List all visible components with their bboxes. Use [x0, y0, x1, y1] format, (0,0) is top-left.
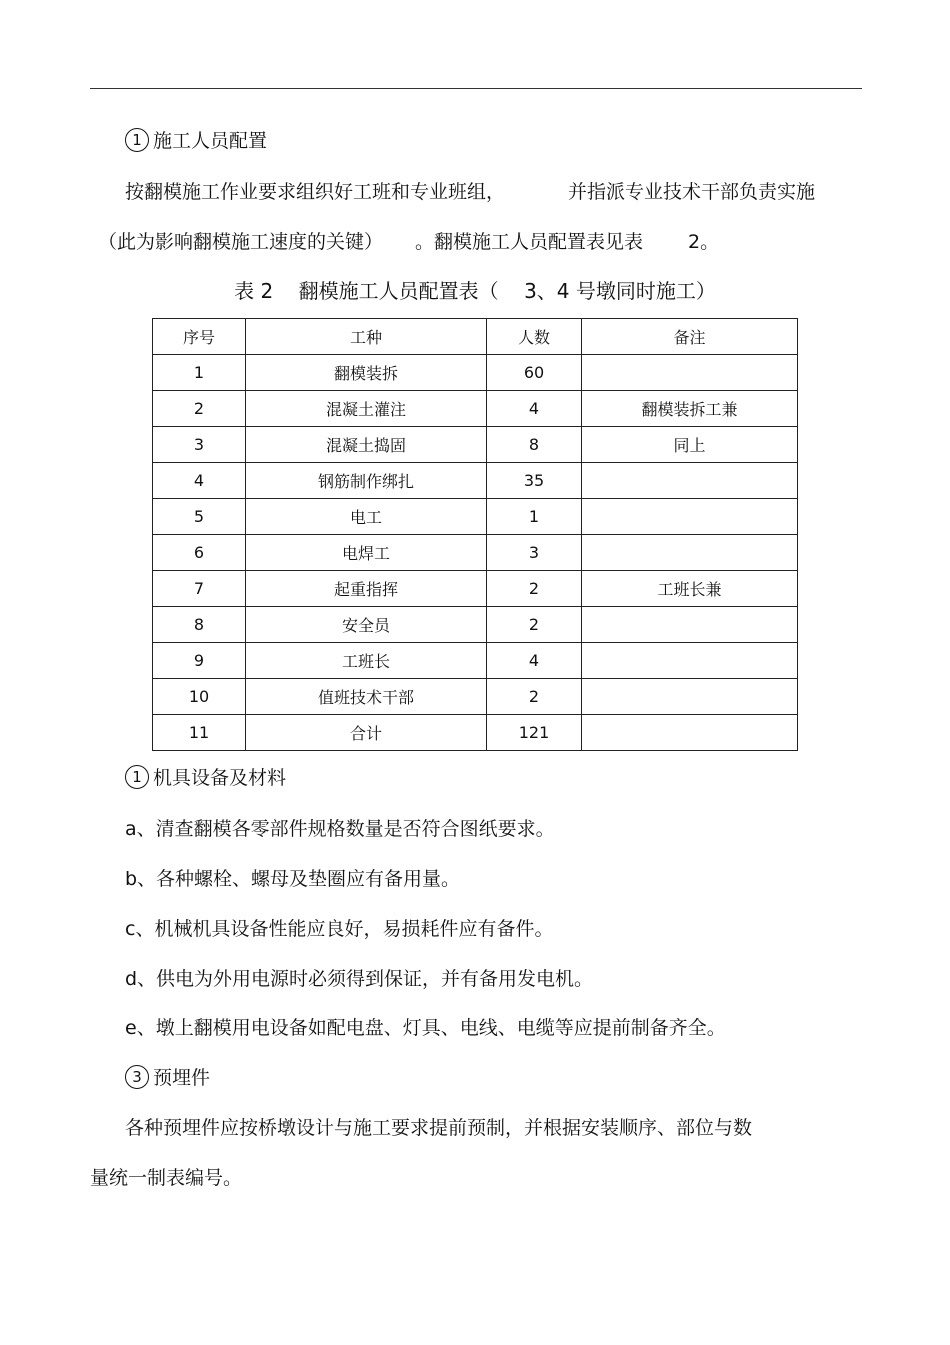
cell-trade: 起重指挥	[246, 571, 487, 607]
cell-index: 3	[153, 427, 246, 463]
table-row	[153, 607, 798, 643]
cell-trade: 合计	[246, 715, 487, 751]
cell-remark	[582, 643, 798, 679]
paragraph-text: 并指派专业技术干部负责实施	[568, 181, 816, 203]
paragraph-text: 按翻模施工作业要求组织好工班和专业班组，	[125, 181, 506, 203]
cell-remark	[582, 715, 798, 751]
cell-count: 121	[487, 715, 582, 751]
list-item: d、供电为外用电源时必须得到保证，并有备用发电机。	[125, 968, 594, 990]
cell-remark: 翻模装拆工兼	[582, 391, 798, 427]
cell-trade: 值班技术干部	[246, 679, 487, 715]
cell-remark	[582, 463, 798, 499]
cell-remark	[582, 679, 798, 715]
table-row	[153, 571, 798, 607]
cell-remark: 工班长兼	[582, 571, 798, 607]
cell-remark	[582, 355, 798, 391]
column-header: 人数	[487, 319, 582, 355]
cell-count: 2	[487, 679, 582, 715]
paragraph-line	[568, 180, 815, 204]
cell-count: 3	[487, 535, 582, 571]
table-row	[153, 463, 798, 499]
table-header-row	[153, 319, 798, 355]
cell-count: 1	[487, 499, 582, 535]
cell-remark	[582, 607, 798, 643]
section3-heading	[125, 1066, 210, 1091]
list-item: c、机械机具设备性能应良好，易损耗件应有备件。	[125, 918, 554, 940]
cell-count: 4	[487, 391, 582, 427]
cell-index: 11	[153, 715, 246, 751]
cell-count: 2	[487, 571, 582, 607]
section1-heading	[125, 129, 267, 154]
table-row	[153, 715, 798, 751]
cell-trade: 电焊工	[246, 535, 487, 571]
cell-count: 8	[487, 427, 582, 463]
paragraph-line	[688, 230, 719, 254]
cell-trade: 电工	[246, 499, 487, 535]
table-row	[153, 535, 798, 571]
cell-index: 4	[153, 463, 246, 499]
circled-number-marker: 1	[125, 128, 149, 152]
cell-remark	[582, 499, 798, 535]
column-header: 备注	[582, 319, 798, 355]
cell-count: 4	[487, 643, 582, 679]
cell-index: 1	[153, 355, 246, 391]
paragraph-text: 。翻模施工人员配置表见表	[415, 231, 644, 253]
table-row	[153, 643, 798, 679]
cell-index: 2	[153, 391, 246, 427]
cell-trade: 工班长	[246, 643, 487, 679]
section-title: 机具设备及材料	[153, 767, 287, 789]
section-title: 施工人员配置	[153, 130, 268, 152]
paragraph-line: 量统一制表编号。	[90, 1167, 243, 1189]
cell-index: 8	[153, 607, 246, 643]
table-caption: 表 2 翻模施工人员配置表（ 3、4 号墩同时施工）	[234, 279, 716, 303]
paragraph-line	[125, 180, 505, 204]
cell-remark	[582, 535, 798, 571]
paragraph-text: （此为影响翻模施工速度的关键）	[98, 231, 384, 253]
header-rule	[90, 88, 862, 89]
section-title: 预埋件	[153, 1067, 211, 1089]
cell-trade: 安全员	[246, 607, 487, 643]
list-item: b、各种螺栓、螺母及垫圈应有备用量。	[125, 868, 461, 890]
cell-trade: 钢筋制作绑扎	[246, 463, 487, 499]
cell-remark: 同上	[582, 427, 798, 463]
cell-index: 5	[153, 499, 246, 535]
staffing-table	[152, 318, 798, 751]
table-row	[153, 355, 798, 391]
circled-number-marker: 1	[125, 765, 149, 789]
table-row	[153, 679, 798, 715]
column-header: 工种	[246, 319, 487, 355]
cell-index: 7	[153, 571, 246, 607]
paragraph-text: 2。	[688, 231, 720, 253]
table-row	[153, 499, 798, 535]
cell-count: 35	[487, 463, 582, 499]
list-item: e、墩上翻模用电设备如配电盘、灯具、电线、电缆等应提前制备齐全。	[125, 1017, 726, 1039]
table-row	[153, 427, 798, 463]
cell-index: 10	[153, 679, 246, 715]
paragraph-line	[415, 230, 643, 254]
cell-index: 6	[153, 535, 246, 571]
cell-trade: 翻模装拆	[246, 355, 487, 391]
cell-trade: 混凝土捣固	[246, 427, 487, 463]
paragraph-line: 各种预埋件应按桥墩设计与施工要求提前预制，并根据安装顺序、部位与数	[125, 1117, 753, 1139]
section2-heading	[125, 766, 286, 791]
paragraph-line	[98, 230, 383, 254]
column-header: 序号	[153, 319, 246, 355]
table-row	[153, 391, 798, 427]
list-item: a、清查翻模各零部件规格数量是否符合图纸要求。	[125, 818, 555, 840]
cell-count: 2	[487, 607, 582, 643]
cell-trade: 混凝土灌注	[246, 391, 487, 427]
circled-number-marker: 3	[125, 1065, 149, 1089]
cell-count: 60	[487, 355, 582, 391]
cell-index: 9	[153, 643, 246, 679]
